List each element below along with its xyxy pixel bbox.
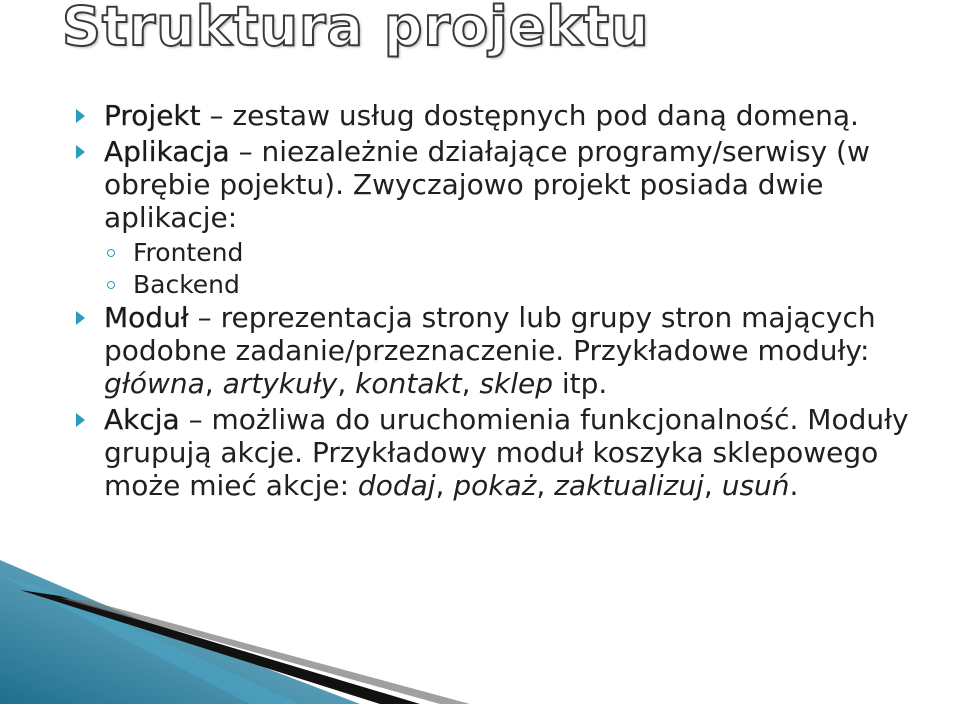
separator: ,	[435, 469, 454, 502]
bullet-modul	[76, 301, 956, 400]
bullet-text: – możliwa do uruchomienia funkcjonalność. Moduły grupują akcje. Przykładowy moduł koszyka sklepowego może mieć akcje:	[104, 403, 909, 502]
term-aplikacja: Aplikacja	[104, 135, 230, 168]
example-artykuly: artykuły	[222, 367, 338, 400]
example-pokaz: pokaż	[453, 469, 537, 502]
circle-bullet-icon	[107, 281, 115, 289]
separator: ,	[337, 367, 356, 400]
triangle-bullet-icon	[76, 145, 85, 159]
separator: ,	[461, 367, 480, 400]
page-title: Struktura projektu	[62, 0, 650, 58]
triangle-bullet-icon	[76, 311, 85, 325]
black-stroke-shape	[20, 590, 420, 704]
bullet-tail: itp.	[553, 367, 608, 400]
sub-item-label: Backend	[133, 270, 240, 299]
bullet-tail: .	[789, 469, 799, 502]
separator: ,	[703, 469, 722, 502]
triangle-bullet-icon	[76, 413, 85, 427]
example-kontakt: kontakt	[355, 367, 462, 400]
bullet-text: – niezależnie działające programy/serwisy (w obrębie pojektu). Zwyczajowo projekt posiada dwie aplikacje:	[104, 135, 870, 234]
sub-item-frontend	[76, 237, 956, 269]
sub-list	[76, 237, 956, 301]
bullet-text: – zestaw usług dostępnych pod daną domeną.	[200, 99, 859, 132]
blue-wave-shape	[0, 560, 360, 704]
term-akcja: Akcja	[104, 403, 180, 436]
term-projekt: Projekt	[104, 99, 201, 132]
example-dodaj: dodaj	[357, 469, 436, 502]
sub-item-backend	[76, 269, 956, 301]
example-glowna: główna	[104, 367, 205, 400]
term-modul: Moduł	[104, 301, 189, 334]
triangle-bullet-icon	[76, 109, 85, 123]
circle-bullet-icon	[107, 249, 115, 257]
bullet-projekt	[76, 99, 956, 132]
separator: ,	[536, 469, 555, 502]
sub-item-label: Frontend	[133, 238, 244, 267]
example-sklep: sklep	[479, 367, 553, 400]
gray-stroke-shape	[60, 598, 470, 704]
bullet-aplikacja	[76, 135, 956, 234]
example-usun: usuń	[721, 469, 790, 502]
bullet-akcja	[76, 403, 956, 502]
separator: ,	[204, 367, 223, 400]
bullet-list	[76, 99, 956, 505]
bullet-text: – reprezentacja strony lub grupy stron mających podobne zadanie/przeznaczenie. Przykładowe moduły:	[104, 301, 876, 367]
example-zaktualizuj: zaktualizuj	[554, 469, 704, 502]
light-wave-shape	[0, 575, 300, 704]
